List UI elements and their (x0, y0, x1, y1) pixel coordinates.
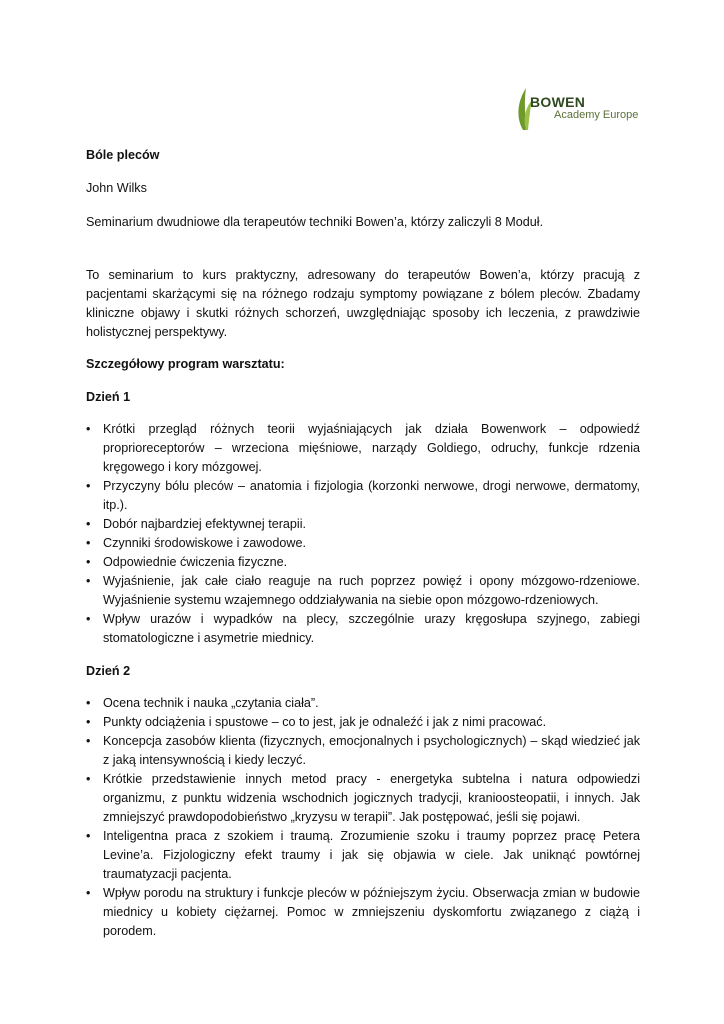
intro-paragraph: To seminarium to kurs praktyczny, adresowany do terapeutów Bowen’a, którzy pracują z pacjentami skarżącymi się na różnego rodzaju symptomy powiązane z bólem pleców. Zbadamy kliniczne objawy i skutki różnych schorzeń, uwzględniając sposoby ich leczenia, z prawdziwie holistycznej perspektywy. (86, 268, 640, 339)
day-1-heading: Dzień 1 (86, 390, 131, 404)
logo-brand: BOWEN (530, 94, 586, 110)
list-item: • Czynniki środowiskowe i zawodowe. (86, 534, 640, 553)
list-item: • Koncepcja zasobów klienta (fizycznych, emocjonalnych i psychologicznych) – skąd wiedzieć jak z jaką intensywnością i kiedy leczyć. (86, 732, 640, 770)
list-item: • Odpowiednie ćwiczenia fizyczne. (86, 553, 640, 572)
list-item: • Krótki przegląd różnych teorii wyjaśniających jak działa Bowenwork – odpowiedź proprioreceptorów – wrzeciona mięśniowe, narządy Goldiego, odruchy, funkcje rdzenia kręgowego i kory mózgowej. (86, 420, 640, 477)
bowen-logo (514, 86, 640, 132)
seminar-subtitle: Seminarium dwudniowe dla terapeutów techniki Bowen’a, którzy zaliczyli 8 Moduł. (86, 215, 544, 229)
day-2-heading: Dzień 2 (86, 664, 131, 678)
author-name: John Wilks (86, 181, 147, 195)
list-item: • Krótkie przedstawienie innych metod pracy - energetyka subtelna i natura odpowiedzi organizmu, z punktu widzenia wschodnich jogicznych tradycji, kranioosteopatii, i innych. Jak zmniejszyć prawdopodobieństwo „kryzysu w terapii”. Jak postępować, jeśli się pojawi. (86, 770, 640, 827)
day-2-list (86, 694, 640, 941)
document-body (86, 140, 640, 941)
list-item: • Przyczyny bólu pleców – anatomia i fizjologia (korzonki nerwowe, drogi nerwowe, dermatomy, itp.). (86, 477, 640, 515)
day-1-list (86, 420, 640, 648)
list-item: • Wyjaśnienie, jak całe ciało reaguje na ruch poprzez powięź i opony mózgowo-rdzeniowe. Wyjaśnienie systemu wzajemnego oddziaływania na siebie opon mózgowo-rdzeniowych. (86, 572, 640, 610)
list-item: • Inteligentna praca z szokiem i traumą. Zrozumienie szoku i traumy poprzez pracę Petera Levine’a. Fizjologiczny efekt traumy i jak się objawia w ciele. Jak uniknąć powtórnej traumatyzacji pacjenta. (86, 827, 640, 884)
list-item: • Dobór najbardziej efektywnej terapii. (86, 515, 640, 534)
list-item: • Wpływ urazów i wypadków na plecy, szczególnie urazy kręgosłupa szyjnego, zabiegi stomatologiczne i asymetrie miednicy. (86, 610, 640, 648)
program-heading: Szczegółowy program warsztatu: (86, 357, 285, 371)
list-item: • Punkty odciążenia i spustowe – co to jest, jak je odnaleźć i jak z nimi pracować. (86, 713, 640, 732)
list-item: • Ocena technik i nauka „czytania ciała”. (86, 694, 640, 713)
logo-subtitle: Academy Europe (554, 109, 639, 121)
document-title: Bóle pleców (86, 148, 160, 162)
list-item: • Wpływ porodu na struktury i funkcje pleców w późniejszym życiu. Obserwacja zmian w budowie miednicy u kobiety ciężarnej. Pomoc w zmniejszeniu dyskomfortu związanego z ciążą i porodem. (86, 884, 640, 941)
